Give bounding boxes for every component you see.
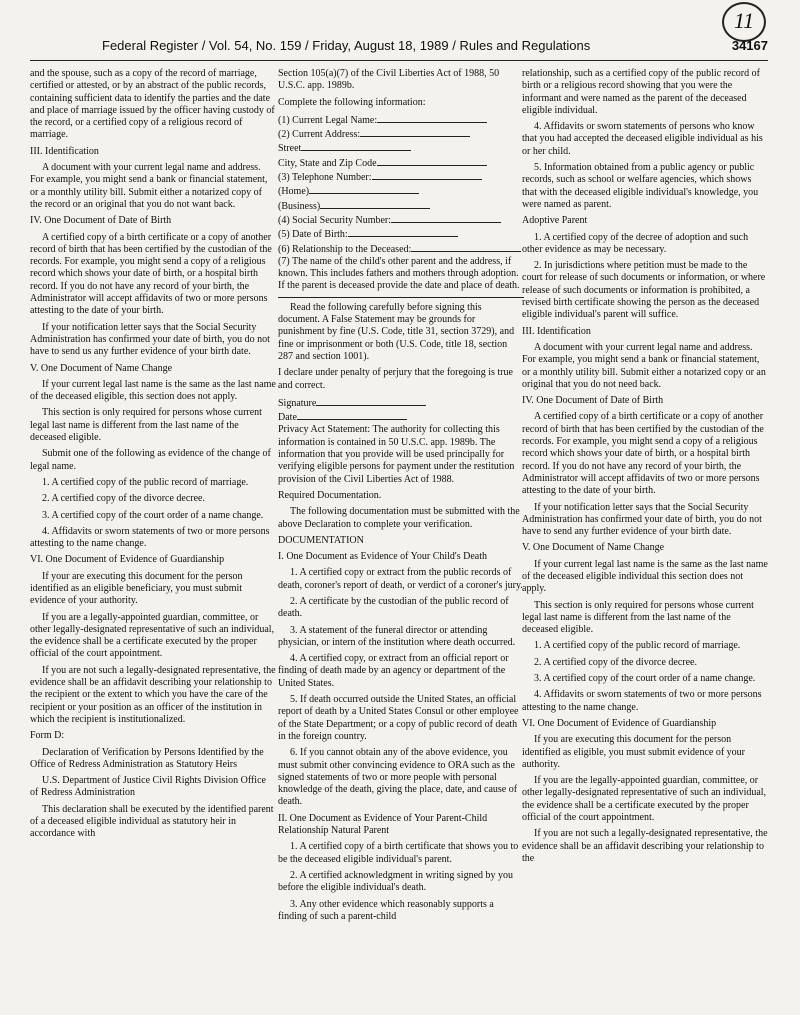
blank-line [372,170,482,180]
paragraph: 3. A certified copy of the court order of a name change. [42,509,264,521]
form-field: (4) Social Security Number: [278,213,524,227]
paragraph: If your current legal last name is the same as the last name of the deceased eligible, this section does not apply. [30,378,276,403]
paragraph: Complete the following information: [278,96,426,108]
paragraph: 1. A certified copy of a birth certificate that shows you to be the deceased eligible individual's parent. [278,841,519,865]
header-title: Federal Register / Vol. 54, No. 159 / Friday, August 18, 1989 / Rules and Regulations [102,38,591,53]
section-heading: III. Identification [30,145,99,157]
paragraph: 1. A certified copy of the decree of adoption and such other evidence as may be necessary. [522,231,749,255]
paragraph: 2. A certified copy of the divorce decree. [42,493,205,505]
form-field: (2) Current Address: [278,127,524,141]
paragraph: 4. A certified copy, or extract from an official report or finding of death made by an agency or department of the United States. [278,653,509,689]
form-field: (Business) [278,199,524,213]
blank-line [377,113,487,123]
paragraph: 3. A statement of the funeral director or attending physician, or intern of the institution where death occurred. [278,624,516,648]
form-field: Date [278,410,524,424]
paragraph: If your current legal last name is the same as the last name of the deceased eligible individual this section does not apply. [522,558,768,595]
page-header [30,38,768,61]
paragraph: A document with your current legal name and address. For example, you might send a bank or financial statement, or a monthly utility bill. Submit either a notarized copy of the record or an original that you do not want back. [30,162,268,210]
paragraph: Required Documentation. [278,489,382,501]
paragraph: 6. If you cannot obtain any of the above evidence, you must submit other convincing evidence to ORA such as the signed statements of two or more people with personal knowledge of the death, giving the place, date, and cause of death. [278,747,518,808]
section-heading: VI. One Document of Evidence of Guardianship [30,554,225,566]
blank-line [316,396,426,406]
paragraph: This declaration shall be executed by the identified parent of a deceased eligible individual as statutory heir in accordance with [30,803,274,840]
paragraph: 2. A certified acknowledgment in writing signed by you before the eligible individual's death. [278,869,514,894]
paragraph: Declaration of Verification by Persons Identified by the Office of Redress Administration as Statutory Heirs [30,746,264,770]
paragraph: 1. A certified copy of the public record of marriage. [534,640,741,652]
paragraph: 1. A certified copy or extract from the public records of death, coroner's report of death, or verdict of a coroner's jury. [278,567,523,591]
paragraph: A certified copy of a birth certificate or a copy of another record of birth that has been certified by the custodian of the records. For example, you might send a copy of a religious record which shows your date of birth, or a hospital birth record. If you do not have any record of your birth, the Administrator will accept affidavits of two or more persons attesting to the date of your birth. [30,231,272,317]
column-2 [278,68,524,1008]
paragraph: If you are the legally-appointed guardian, committee, or other legally-designated representative of such an individual, the evidence shall be a certificate executed by the proper official of the court appointment. [522,775,767,824]
section-heading: IV. One Document of Date of Birth [522,395,664,407]
paragraph: A document with your current legal name and address. For example, you might send a bank or financial statement, or a monthly utility bill. Submit either a notarized copy or an original that you do not need back. [522,341,766,390]
paragraph: 5. If death occurred outside the United States, an official report of death by a United States Consul or other employee of the State Department; or a copy of public record of death in the foreign country. [278,694,519,742]
section-heading: IV. One Document of Date of Birth [30,215,172,227]
paragraph: 2. In jurisdictions where petition must be made to the court for release of such documents or information, or where release of such documents or information is prohibited, a revised birth certificate showing the person as the deceased eligible individual's parent will suffice. [522,260,766,321]
form-field: (3) Telephone Number: [278,170,524,184]
column-1 [30,68,276,1008]
paragraph: and the spouse, such as a copy of the record of marriage, certified or attested, or by an abstract of the public records, containing sufficient data to identify the parties and the date and place of marriage issued by the officer having custody of the record, or a certified copy of a religious record of marriage. [30,68,275,141]
paragraph: If you are a legally-appointed guardian, committee, or other legally-designated representative of such an individual, the evidence shall be a certificate executed by the proper official of the court appointment. [30,611,275,660]
paragraph: 4. Affidavits or sworn statements of two or more persons attesting to the name change. [30,525,270,550]
paragraph: Privacy Act Statement: The authority for collecting this information is contained in 50 U.S.C. app. 1989b. The information that you provide will be used principally for verifying eligible persons for payment under the restitution provision of the Civil Liberties Act of 1988. [278,424,515,485]
blank-line [301,141,411,151]
paragraph: Read the following carefully before signing this document. A False Statement may be grounds for punishment by fine (U.S. Code, title 31, section 3729), and fine or imprisonment or both (U.S. Code, title 18, section 287 and section 1001). [278,301,515,362]
section-heading: V. One Document of Name Change [522,542,665,554]
blank-line [320,199,430,209]
blank-line [411,242,521,252]
paragraph: I declare under penalty of perjury that the foregoing is true and correct. [278,367,513,391]
section-heading: I. One Document as Evidence of Your Child's Death [278,551,487,563]
paragraph: 3. A certified copy of the court order of a name change. [534,673,756,685]
paragraph: 4. Affidavits or sworn statements of two or more persons attesting to the name change. [522,689,762,713]
form-field: Signature [278,396,524,410]
section-heading: II. One Document as Evidence of Your Parent-Child Relationship Natural Parent [278,812,488,837]
form-field: City, State and Zip Code [278,156,524,170]
form-field: (6) Relationship to the Deceased: [278,242,524,256]
blank-line [309,184,419,194]
paragraph: 3. Any other evidence which reasonably supports a finding of such a parent-child [278,898,494,922]
blank-line [297,410,407,420]
section-heading: III. Identification [522,325,591,337]
blank-line [348,227,458,237]
paragraph: The following documentation must be submitted with the above Declaration to complete your verification. [278,506,520,530]
paragraph: If your notification letter says that the Social Security Administration has confirmed your date of birth, you do not have to send any further evidence of your birth date. [522,501,762,538]
blank-line [360,127,470,137]
paragraph: 1. A certified copy of the public record of marriage. [42,476,249,488]
paragraph: (7) The name of the child's other parent and the address, if known. This includes fathers and mothers through adoption. If the parent is deceased provide the date and place of death. [278,255,520,292]
section-heading: VI. One Document of Evidence of Guardianship [522,717,717,729]
paragraph: 2. A certificate by the custodian of the public record of death. [278,595,509,620]
paragraph: If your are executing this document for the person identified as an eligible beneficiary, you must submit evidence of your authority. [30,570,243,607]
form-field: (5) Date of Birth: [278,227,524,241]
blank-line [391,213,501,223]
paragraph: Submit one of the following as evidence of the change of legal name. [30,448,271,472]
paragraph: U.S. Department of Justice Civil Rights Division Office of Redress Administration [30,775,266,799]
paragraph: 5. Information obtained from a public agency or public records, such as school or welfare agencies, which shows that with the deceased eligible individual's knowledge, you were named as parent. [522,162,759,210]
section-heading: V. One Document of Name Change [30,362,173,374]
paragraph: This section is only required for persons whose current legal last name is different from the last name of the deceased eligible. [522,599,754,636]
form-field: (Home) [278,184,524,198]
divider [278,297,524,298]
column-3 [522,68,768,1008]
paragraph: 4. Affidavits or sworn statements of persons who know that you had accepted the deceased eligible individual as his or her child. [522,121,763,157]
paragraph: This section is only required for persons whose current legal last name is different from the last name of the deceased eligible. [30,407,262,444]
section-heading: Adoptive Parent [522,215,588,227]
paragraph: Section 105(a)(7) of the Civil Liberties Act of 1988, 50 U.S.C. app. 1989b. [278,68,500,92]
paragraph: 2. A certified copy of the divorce decree. [534,656,697,668]
paragraph: A certified copy of a birth certificate or a copy of another record of birth that has been certified by the custodian of the records. For example, you might send a copy of a religious record which shows your date of birth, or a hospital birth record. If you do not have any record of your birth, the Administrator will accept affidavits of two or more persons attesting to the date of your birth. [522,411,764,497]
paragraph: If you are not such a legally-designated representative, the evidence shall be an affidavit describing your relationship to the recipient or the extent to which you have the care of the recipient or your position as an officer of the institution in which the recipient is institutionalized. [30,664,276,725]
paragraph: If your notification letter says that the Social Security Administration has confirmed your date of birth, you do not have to send us any further evidence of your birth date. [30,321,270,358]
blank-line [377,156,487,166]
paragraph: relationship, such as a certified copy of the public record of birth or a religious record showing that you were the informant and were named as the parent of the deceased eligible individual. [522,68,760,116]
header-page-number: 34167 [731,38,768,53]
paragraph: If you are executing this document for the person identified as eligible, you must submit evidence of your authority. [522,734,746,770]
form-field: Street [278,141,524,155]
page-number-circle: 11 [722,2,766,42]
paragraph: If you are not such a legally-designated representative, the evidence shall be an affidavit describing your relationship to the [522,828,768,864]
paragraph: DOCUMENTATION [278,534,364,546]
section-heading: Form D: [30,730,65,742]
form-field: (1) Current Legal Name: [278,113,524,127]
